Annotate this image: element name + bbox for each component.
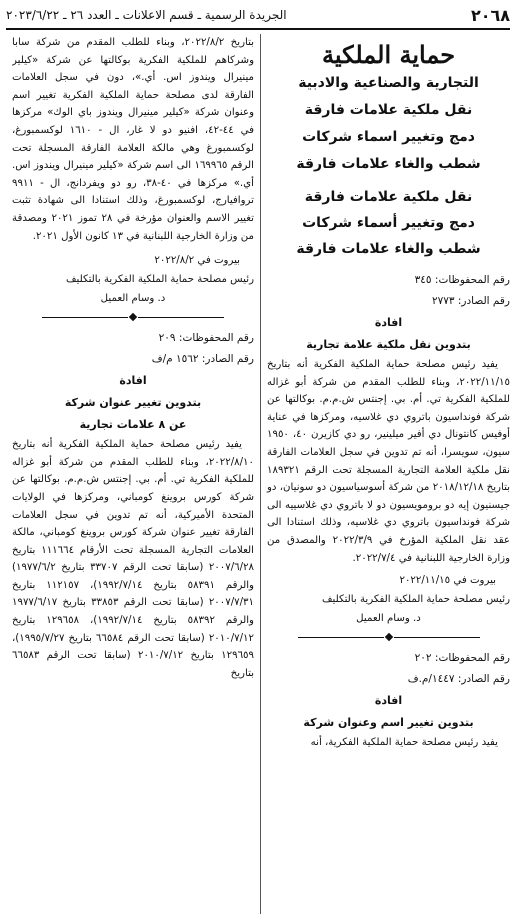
two-column-body: [6, 34, 510, 914]
issue-number: رقم الصادر: ١٥٦٢ م/ف: [151, 353, 254, 366]
notice-address-change: [12, 328, 254, 682]
notice-subject: بتدوين نقل ملكية علامة تجارية: [306, 338, 471, 351]
filing-number: رقم المحفوظات: ٢٠٢: [414, 652, 510, 665]
issue-number: رقم الصادر: ٢٧٧٣: [431, 295, 510, 307]
subheading-line-2: دمج وتغيير أسماء شركات: [302, 215, 475, 231]
notice-transfer: [267, 270, 510, 628]
notice-subject-line-1: بتدوين تغيير عنوان شركة: [64, 396, 202, 410]
notice-body: يفيد رئيس مصلحة حماية الملكية الفكرية أنه بتاريخ ٢٠٢٢/١١/١٥، وبناء للطلب المقدم من شركة أبو غزاله للملكية الفكرية تي. أم. بي. إجنتس ش.م.م. بوكالتها عن شركة فونداسيون باتروي دي غلاسيه، ومركزها في عناية أوفيس كانتونال دي أفير ميلينير، رو دي كازيرن ٤٠، ١٩٥٠ سيون، سويسرا، أنه تم تدوين في سجل العلامات الفارقة نقل ملكية العلامة التجارية المسجلة تحت الرقم ١٨٩٣٢١ بتاريخ ٢٠١٨/١٢/١٨ من شركة أسوسياسيون دو سونيان، دو جيسنيون إيه دو برومويسيون دو لا باتروي دي غلاسييه الى شركة فونداسيون باتروي دي غلاسيه، وذلك استنادا الى عقد نقل الملكية المؤرخ في ٢٠٢٢/٣/٩ والمصدق من وزارة الخارجية اللبنانية في ٢٠٢٢/٧/٤.: [267, 359, 510, 564]
section-divider-ornament: [267, 630, 510, 644]
signature-place-date: بيروت في ٢٠٢٢/٨/٢: [154, 255, 240, 267]
notice-body: يفيد رئيس مصلحة حماية الملكية الفكرية أنه بتاريخ ٢٠٢٢/٨/١٠، وبناء للطلب المقدم من شركة أبو غزاله للملكية الفكرية تي. أم. بي. إجنتس ش.م.م. بوكالتها عن شركة كورس بروينغ كومباني، ومركزها في الولايات المتحدة الأميركية، أنه تم تدوين في سجل العلامات الفارقة تغيير عنوان شركة كورس بروينغ كومباني، مالكة العلامات التجارية المسجلة تحت الأرقام ١١١٦٦٤ بتاريخ ٢٠٠٧/٦/٢٨ (سابقا تحت الرقم ٣٣٧٠٧ بتاريخ ١٩٧٧/٦/٢) والرقم ٥٨٣٩١ بتاريخ ١٩٩٢/٧/١٤)، ١١٢١٥٧ بتاريخ ٢٠٠٧/٧/٣١ (سابقا تحت الرقم ٣٣٨٥٣ بتاريخ ١٩٧٧/٦/١٧ والرقم ٥٨٣٩٢ بتاريخ ١٩٩٢/٧/١٤)، ١٢٩٦٥٨ بتاريخ ٢٠١٠/٧/١٢ (سابقا تحت الرقم ٦٦٥٨٤ بتاريخ ١٩٩٥/٧/٢٧)، ١٢٩٦٥٩ بتاريخ ٢٠١٠/٧/١٢ (سابقا تحت الرقم ٦٦٥٨٣ بتاريخ: [12, 439, 255, 679]
section-subheading: [267, 184, 510, 262]
gazette-issue-title: الجريدة الرسمية ـ قسم الاعلانات ـ العدد ٢٦ ـ ٢٠٢٣/٦/٢٢: [6, 8, 287, 22]
notice-heading: افادة: [374, 316, 403, 329]
banner-title: حماية الملكية: [321, 40, 456, 69]
notice-heading: افادة: [119, 374, 147, 388]
signature-title: رئيس مصلحة حماية الملكية الفكرية بالتكليف: [65, 274, 254, 286]
banner-line-4: شطب والغاء علامات فارقة: [296, 156, 481, 172]
notice-heading: افادة: [374, 694, 403, 708]
banner-line-1: التجارية والصناعية والادبية: [298, 75, 479, 91]
notice-body: بتاريخ ٢٠٢٢/٨/٢، وبناء للطلب المقدم من شركة سابا وشركاهم للملكية الفكرية بوكالتها عن شركة «كيلير مينيرال ويندوز اس. أي.»، دون في سجل العلامات الفارقة لدى مصلحة حماية الملكية الفكرية تغيير اسم وعنوان شركة «كيلير مينيرال ويندوز باي الوك» مركزها في ٤٤-٤٢، افنيو دو لا غار، ال - ١٦١٠ لوكسمبورغ، لوكسمبورغ وهي مالكة العلامة الفارقة المسجلة تحت الرقم ١٦٩٩٦٥ الى اسم شركة «كيلير مينيرال ويندوز اس. أي.» مركزها في ٤٠-٣٨، رو دو ويفردانج، ال - ٩٩١١ تروافيارج، لوكسمبورغ، وذلك استنادا الى شهادة تثبت تغيير الاسم والعنوان مؤرخة في ٢٨ تموز ٢٠٢١ ومصدقة من وزارة الخارجية اللبنانية في ١٣ كانون الأول ٢٠٢١.: [12, 37, 254, 242]
filing-number: رقم المحفوظات: ٢٠٩: [158, 332, 254, 345]
signature-name: د. وسام العميل: [356, 613, 421, 625]
notice-name-address-change: [267, 648, 510, 752]
notice-subject-line-2: عن ٨ علامات تجارية: [79, 418, 187, 432]
right-column: [261, 34, 510, 914]
page-number: ٢٠٦٨: [470, 5, 510, 25]
signature-title: رئيس مصلحة حماية الملكية الفكرية بالتكليف: [321, 594, 510, 606]
notice-body: يفيد رئيس مصلحة حماية الملكية الفكرية، أنه: [310, 737, 498, 749]
section-banner: [267, 40, 510, 178]
section-divider-ornament: [12, 310, 254, 324]
banner-line-2: نقل ملكية علامات فارقة: [304, 102, 473, 118]
issue-number: رقم الصادر: ١٤٤٧/م.ف: [407, 673, 510, 686]
notice-subject: بتدوين تغيير اسم وعنوان شركة: [303, 716, 474, 730]
banner-line-3: دمج وتغيير اسماء شركات: [302, 129, 475, 145]
subheading-line-1: نقل ملكية علامات فارقة: [304, 189, 473, 205]
notice-continuation: [12, 34, 254, 308]
signature-name: د. وسام العميل: [100, 293, 166, 305]
signature-place-date: بيروت في ٢٠٢٢/١١/١٥: [399, 575, 496, 587]
filing-number: رقم المحفوظات: ٣٤٥: [414, 274, 510, 286]
subheading-line-3: شطب والغاء علامات فارقة: [296, 241, 481, 257]
page-header: [6, 4, 510, 26]
header-rule: [6, 28, 510, 30]
left-column: [12, 34, 261, 914]
